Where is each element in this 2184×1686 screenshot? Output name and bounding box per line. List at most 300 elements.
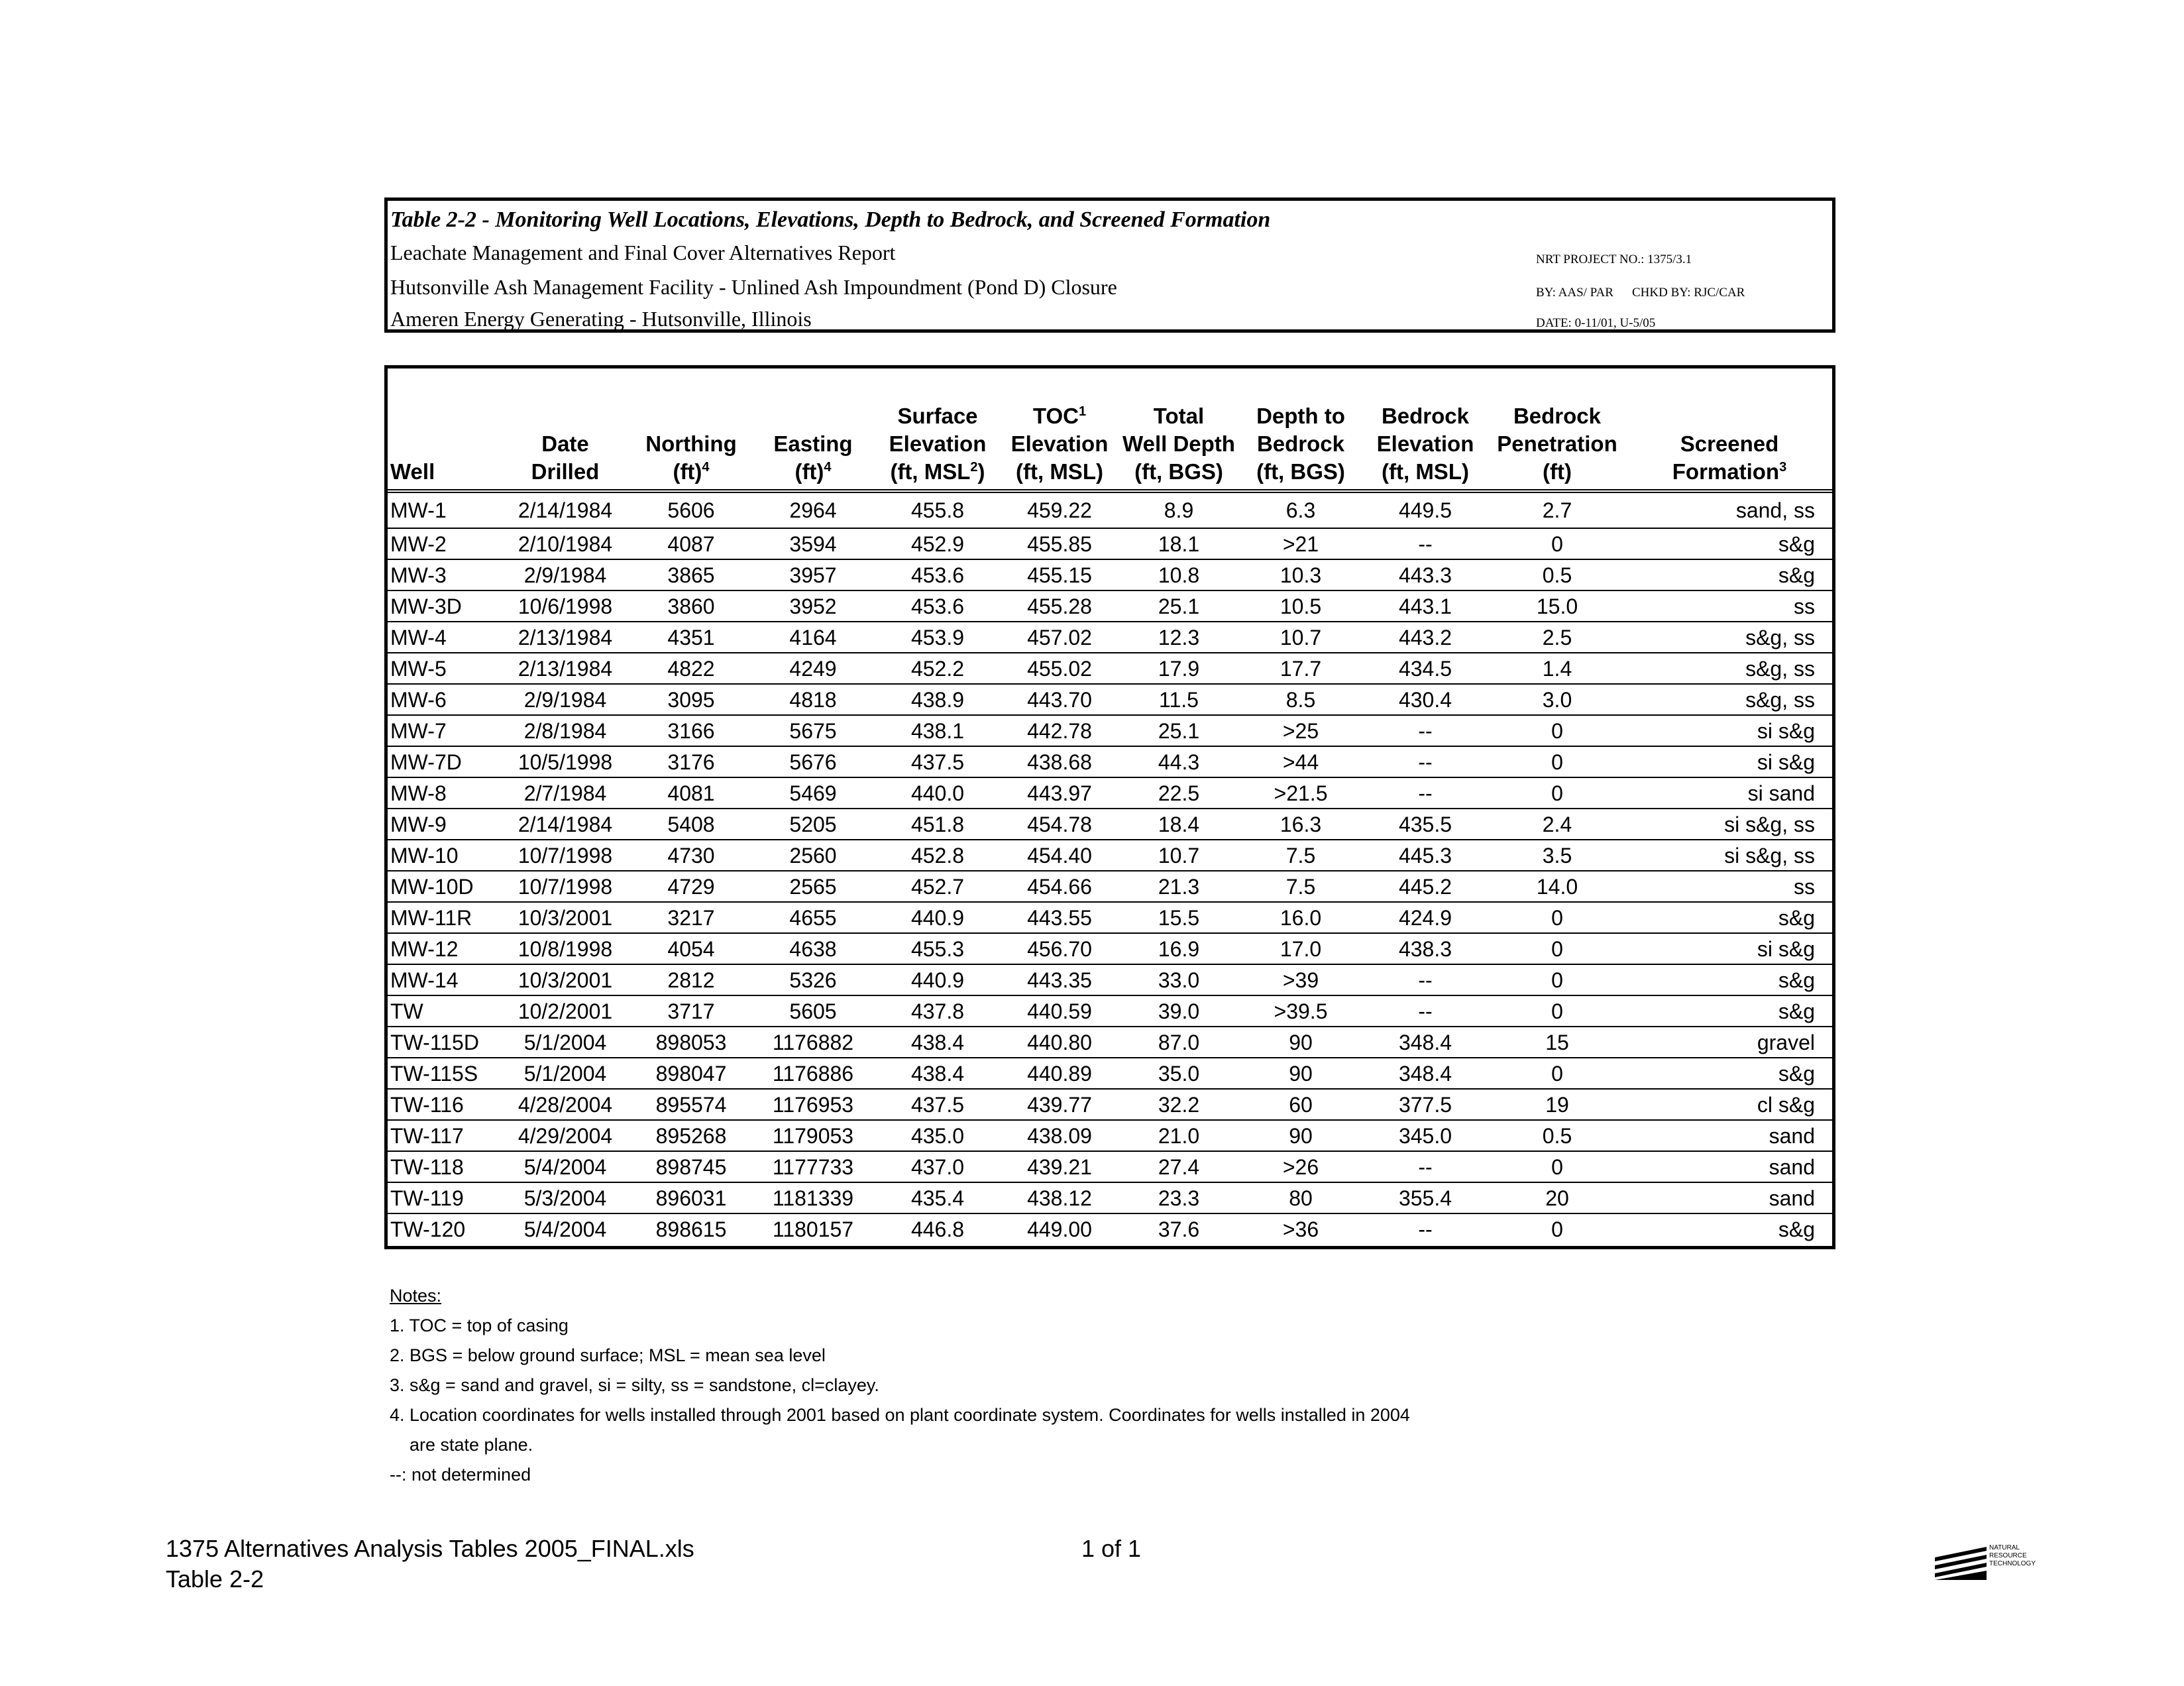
prepared-date: DATE: 0-11/01, U-5/05	[1536, 316, 1656, 330]
column-header-well	[388, 368, 499, 491]
cell-toc: 443.35	[1000, 964, 1119, 995]
header-text: (ft, MSL	[890, 459, 971, 484]
cell-northing: 5606	[631, 491, 751, 528]
report-name: Leachate Management and Final Cover Alternatives Report	[390, 241, 896, 264]
cell-easting: 5205	[751, 809, 875, 840]
cell-northing: 4351	[631, 622, 751, 653]
cell-northing: 5408	[631, 809, 751, 840]
cell-surface: 452.7	[875, 871, 1000, 902]
cell-date: 10/2/2001	[499, 995, 631, 1027]
cell-northing: 3095	[631, 684, 751, 715]
cell-bedrock-depth: >25	[1238, 715, 1363, 746]
cell-date: 10/7/1998	[499, 840, 631, 871]
cell-toc: 456.70	[1000, 933, 1119, 964]
cell-form: si sand	[1627, 777, 1832, 809]
note-item-continuation: are state plane.	[410, 1435, 533, 1455]
header-text: (ft)	[1543, 459, 1572, 484]
cell-depth: 18.4	[1119, 809, 1238, 840]
header-line	[1238, 402, 1363, 430]
header-text: Formation	[1672, 459, 1780, 484]
header-line	[875, 458, 1000, 486]
cell-well: MW-3	[388, 559, 499, 590]
header-line	[1627, 458, 1832, 486]
cell-bedrock-depth: 17.0	[1238, 933, 1363, 964]
cell-bedrock-elev: 434.5	[1363, 653, 1488, 684]
cell-surface: 452.2	[875, 653, 1000, 684]
cell-surface: 453.6	[875, 559, 1000, 590]
cell-depth: 25.1	[1119, 590, 1238, 622]
cell-surface: 440.9	[875, 902, 1000, 933]
cell-form: sand	[1627, 1151, 1832, 1182]
cell-northing: 898047	[631, 1058, 751, 1089]
cell-toc: 442.78	[1000, 715, 1119, 746]
cell-date: 5/3/2004	[499, 1182, 631, 1213]
cell-easting: 1176882	[751, 1027, 875, 1058]
cell-surface: 453.6	[875, 590, 1000, 622]
note-item: 3. s&g = sand and gravel, si = silty, ss = sandstone, cl=clayey.	[390, 1375, 879, 1395]
cell-bedrock-depth: 17.7	[1238, 653, 1363, 684]
cell-form: s&g	[1627, 559, 1832, 590]
cell-well: TW-116	[388, 1089, 499, 1120]
header-line	[1488, 458, 1627, 486]
cell-easting: 3957	[751, 559, 875, 590]
cell-bedrock-depth: 10.5	[1238, 590, 1363, 622]
cell-penetration: 0	[1488, 715, 1627, 746]
cell-penetration: 2.4	[1488, 809, 1627, 840]
cell-surface: 438.4	[875, 1058, 1000, 1089]
cell-penetration: 0.5	[1488, 559, 1627, 590]
cell-toc: 438.09	[1000, 1120, 1119, 1151]
cell-bedrock-elev: 355.4	[1363, 1182, 1488, 1213]
cell-bedrock-elev: 438.3	[1363, 933, 1488, 964]
cell-form: sand, ss	[1627, 491, 1832, 528]
cell-depth: 8.9	[1119, 491, 1238, 528]
cell-form: si s&g	[1627, 746, 1832, 777]
cell-form: s&g	[1627, 1058, 1832, 1089]
cell-bedrock-elev: 430.4	[1363, 684, 1488, 715]
cell-penetration: 0	[1488, 1058, 1627, 1089]
header-text: Bedrock	[1256, 431, 1345, 456]
table-row	[388, 684, 1832, 715]
header-line	[751, 458, 875, 486]
footnote-marker: 3	[1779, 460, 1787, 475]
cell-toc: 443.70	[1000, 684, 1119, 715]
cell-depth: 10.8	[1119, 559, 1238, 590]
header-text: Screened	[1680, 431, 1779, 456]
cell-well: MW-5	[388, 653, 499, 684]
cell-well: MW-3D	[388, 590, 499, 622]
cell-bedrock-depth: 10.7	[1238, 622, 1363, 653]
cell-easting: 4818	[751, 684, 875, 715]
cell-northing: 4087	[631, 528, 751, 559]
table-row	[388, 1182, 1832, 1213]
header-text: Elevation	[1376, 431, 1474, 456]
cell-bedrock-depth: 8.5	[1238, 684, 1363, 715]
header-text: Bedrock	[1513, 404, 1602, 428]
header-line	[1363, 458, 1488, 486]
cell-bedrock-elev: --	[1363, 964, 1488, 995]
cell-depth: 10.7	[1119, 840, 1238, 871]
header-text: (ft, MSL)	[1016, 459, 1103, 484]
cell-bedrock-elev: 443.2	[1363, 622, 1488, 653]
note-item: 1. TOC = top of casing	[390, 1316, 569, 1335]
cell-easting: 1176953	[751, 1089, 875, 1120]
cell-northing: 4081	[631, 777, 751, 809]
footer-filename: 1375 Alternatives Analysis Tables 2005_FINAL.xls	[166, 1535, 694, 1562]
column-header-bedrock-elev	[1363, 368, 1488, 491]
cell-northing: 4730	[631, 840, 751, 871]
cell-bedrock-depth: 6.3	[1238, 491, 1363, 528]
cell-bedrock-elev: 445.2	[1363, 871, 1488, 902]
header-text: (ft)	[673, 459, 702, 484]
table-row	[388, 964, 1832, 995]
cell-surface: 437.5	[875, 746, 1000, 777]
column-header-date	[499, 368, 631, 491]
cell-surface: 440.0	[875, 777, 1000, 809]
cell-penetration: 0	[1488, 746, 1627, 777]
table-row	[388, 809, 1832, 840]
header-text: Total	[1153, 404, 1205, 428]
header-text: TOC	[1032, 404, 1079, 428]
header-text: (ft, BGS)	[1134, 459, 1223, 484]
cell-well: MW-2	[388, 528, 499, 559]
cell-penetration: 2.7	[1488, 491, 1627, 528]
cell-toc: 454.78	[1000, 809, 1119, 840]
cell-northing: 898615	[655, 1217, 727, 1241]
column-header-toc	[1000, 368, 1119, 491]
cell-bedrock-elev: 348.4	[1363, 1027, 1488, 1058]
cell-form: s&g, ss	[1627, 653, 1832, 684]
cell-bedrock-elev: 424.9	[1363, 902, 1488, 933]
header-text: Elevation	[889, 431, 987, 456]
cell-northing: 3860	[631, 590, 751, 622]
header-text: (ft, BGS)	[1256, 459, 1345, 484]
cell-bedrock-elev: --	[1363, 777, 1488, 809]
cell-date: 2/13/1984	[499, 622, 631, 653]
cell-date: 2/9/1984	[499, 559, 631, 590]
table-row	[388, 1213, 1832, 1244]
cell-depth: 11.5	[1119, 684, 1238, 715]
header-line	[499, 430, 631, 458]
cell-bedrock-depth: 10.3	[1238, 559, 1363, 590]
header-text: Northing	[645, 431, 737, 456]
header-text: Well	[390, 459, 435, 484]
cell-northing: 898053	[631, 1027, 751, 1058]
cell-penetration: 0	[1488, 1151, 1627, 1182]
cell-bedrock-depth: >26	[1238, 1151, 1363, 1182]
table-row	[388, 622, 1832, 653]
cell-bedrock-depth: 16.3	[1238, 809, 1363, 840]
header-line	[1119, 402, 1238, 430]
column-header-form	[1627, 368, 1832, 491]
cell-northing: 4822	[631, 653, 751, 684]
cell-bedrock-elev: --	[1363, 995, 1488, 1027]
cell-penetration: 0	[1488, 902, 1627, 933]
cell-easting: 5605	[751, 995, 875, 1027]
cell-well: TW-115S	[388, 1058, 499, 1089]
cell-depth: 32.2	[1119, 1089, 1238, 1120]
cell-surface: 435.0	[875, 1120, 1000, 1151]
cell-well: MW-14	[388, 964, 499, 995]
cell-form: s&g	[1627, 995, 1832, 1027]
cell-bedrock-depth: >39.5	[1238, 995, 1363, 1027]
cell-surface: 452.9	[875, 528, 1000, 559]
report-header	[384, 197, 1835, 333]
header-text: Well Depth	[1122, 431, 1235, 456]
table-row	[388, 746, 1832, 777]
cell-depth: 27.4	[1119, 1151, 1238, 1182]
cell-date: 2/7/1984	[499, 777, 631, 809]
footnote-marker: 2	[970, 460, 978, 475]
cell-easting: 5675	[751, 715, 875, 746]
cell-surface: 438.1	[875, 715, 1000, 746]
cell-toc: 439.21	[1000, 1151, 1119, 1182]
cell-bedrock-depth: >44	[1238, 746, 1363, 777]
cell-surface: 455.8	[875, 491, 1000, 528]
cell-surface: 440.9	[875, 964, 1000, 995]
cell-form: ss	[1627, 871, 1832, 902]
cell-well: MW-9	[388, 809, 499, 840]
header-line	[390, 458, 499, 486]
cell-toc: 440.80	[1000, 1027, 1119, 1058]
well-table-container	[384, 365, 1835, 1249]
logo-word: NATURAL	[1989, 1544, 2020, 1551]
cell-easting: 4638	[751, 933, 875, 964]
table-row	[388, 590, 1832, 622]
column-header-depth	[1119, 368, 1238, 491]
cell-easting: 1176886	[751, 1058, 875, 1089]
cell-date: 10/3/2001	[499, 902, 631, 933]
cell-bedrock-depth: >21.5	[1238, 777, 1363, 809]
cell-penetration: 0	[1551, 1217, 1563, 1241]
cell-form: si s&g	[1627, 933, 1832, 964]
header-text: (ft)	[794, 459, 824, 484]
cell-surface: 435.4	[875, 1182, 1000, 1213]
table-row	[388, 559, 1832, 590]
table-row	[388, 933, 1832, 964]
cell-bedrock-depth: 90	[1238, 1120, 1363, 1151]
cell-penetration: 20	[1488, 1182, 1627, 1213]
header-line	[1488, 402, 1627, 430]
cell-northing: 896031	[631, 1182, 751, 1213]
cell-penetration: 2.5	[1488, 622, 1627, 653]
cell-well: TW-119	[388, 1182, 499, 1213]
cell-depth: 37.6	[1158, 1217, 1200, 1241]
cell-easting: 3594	[751, 528, 875, 559]
header-text: Elevation	[1010, 431, 1109, 456]
table-row	[388, 777, 1832, 809]
table-row	[388, 995, 1832, 1027]
cell-depth: 16.9	[1119, 933, 1238, 964]
cell-well: MW-11R	[388, 902, 499, 933]
cell-surface: 437.0	[875, 1151, 1000, 1182]
cell-well: MW-12	[388, 933, 499, 964]
cell-date: 2/8/1984	[499, 715, 631, 746]
cell-penetration: 0	[1488, 528, 1627, 559]
cell-penetration: 0.5	[1488, 1120, 1627, 1151]
cell-penetration: 0	[1488, 995, 1627, 1027]
cell-toc: 457.02	[1000, 622, 1119, 653]
cell-bedrock-elev: --	[1363, 746, 1488, 777]
cell-northing: 898745	[631, 1151, 751, 1182]
cell-easting: 4164	[751, 622, 875, 653]
cell-date: 4/29/2004	[499, 1120, 631, 1151]
footer-sheet-name: Table 2-2	[166, 1565, 264, 1593]
header-line	[1363, 430, 1488, 458]
cell-toc: 438.68	[1000, 746, 1119, 777]
cell-surface: 437.8	[875, 995, 1000, 1027]
cell-well: MW-7	[388, 715, 499, 746]
project-number: NRT PROJECT NO.: 1375/3.1	[1536, 253, 1692, 266]
header-line	[875, 402, 1000, 430]
cell-bedrock-elev: 443.1	[1363, 590, 1488, 622]
cell-form: gravel	[1627, 1027, 1832, 1058]
cell-northing: 4054	[631, 933, 751, 964]
cell-penetration: 19	[1488, 1089, 1627, 1120]
header-line	[1119, 458, 1238, 486]
header-line	[1119, 430, 1238, 458]
header-line	[1238, 458, 1363, 486]
cell-bedrock-elev: 345.0	[1363, 1120, 1488, 1151]
cell-depth: 12.3	[1119, 622, 1238, 653]
cell-northing: 895574	[631, 1089, 751, 1120]
cell-form: s&g	[1627, 528, 1832, 559]
cell-northing: 3176	[631, 746, 751, 777]
cell-surface: 438.9	[875, 684, 1000, 715]
cell-surface: 446.8	[910, 1217, 965, 1241]
cell-toc: 438.12	[1000, 1182, 1119, 1213]
cell-date: 10/8/1998	[499, 933, 631, 964]
cell-form: s&g	[1778, 1217, 1815, 1241]
cell-easting: 1177733	[751, 1151, 875, 1182]
cell-easting: 3952	[751, 590, 875, 622]
cell-easting: 2964	[751, 491, 875, 528]
cell-toc: 440.89	[1000, 1058, 1119, 1089]
cell-bedrock-depth: >39	[1238, 964, 1363, 995]
cell-surface: 455.3	[875, 933, 1000, 964]
cell-depth: 87.0	[1119, 1027, 1238, 1058]
column-header-surface	[875, 368, 1000, 491]
well-table	[388, 368, 1832, 1244]
header-text: Penetration	[1497, 431, 1617, 456]
cell-date: 5/1/2004	[499, 1027, 631, 1058]
header-text: Easting	[773, 431, 853, 456]
table-row	[388, 1151, 1832, 1182]
table-row	[388, 491, 1832, 528]
logo-word: RESOURCE	[1989, 1552, 2027, 1559]
cell-bedrock-depth: 7.5	[1238, 871, 1363, 902]
cell-easting: 1179053	[751, 1120, 875, 1151]
header-line	[631, 430, 751, 458]
footnote-marker: 4	[702, 460, 710, 475]
cell-toc: 449.00	[1027, 1217, 1092, 1241]
cell-date: 10/5/1998	[499, 746, 631, 777]
cell-form: si s&g	[1627, 715, 1832, 746]
cell-penetration: 15	[1488, 1027, 1627, 1058]
cell-bedrock-depth: 60	[1238, 1089, 1363, 1120]
header-line	[1627, 430, 1832, 458]
checked-by: CHKD BY: RJC/CAR	[1632, 286, 1745, 300]
cell-penetration: 14.0	[1488, 871, 1627, 902]
cell-bedrock-depth: 90	[1238, 1058, 1363, 1089]
header-line	[751, 430, 875, 458]
cell-northing: 3865	[631, 559, 751, 590]
column-header-bedrock-depth	[1238, 368, 1363, 491]
header-line	[631, 458, 751, 486]
table-row	[388, 528, 1832, 559]
cell-bedrock-elev: 443.3	[1363, 559, 1488, 590]
cell-form: s&g	[1627, 902, 1832, 933]
cell-surface: 451.8	[875, 809, 1000, 840]
cell-well: TW-117	[388, 1120, 499, 1151]
header-text: Date	[541, 431, 589, 456]
cell-northing: 3166	[631, 715, 751, 746]
cell-bedrock-depth: 90	[1238, 1027, 1363, 1058]
company-logo-text	[1989, 1544, 2036, 1568]
cell-well: TW-118	[388, 1151, 499, 1182]
cell-bedrock-elev: 435.5	[1363, 809, 1488, 840]
cell-date: 2/14/1984	[499, 491, 631, 528]
cell-depth: 25.1	[1119, 715, 1238, 746]
table-row	[388, 871, 1832, 902]
cell-date: 2/9/1984	[499, 684, 631, 715]
cell-northing: 4729	[631, 871, 751, 902]
cell-toc: 455.02	[1000, 653, 1119, 684]
table-body	[388, 491, 1832, 1244]
cell-bedrock-elev: --	[1363, 528, 1488, 559]
cell-penetration: 3.5	[1488, 840, 1627, 871]
cell-toc: 454.66	[1000, 871, 1119, 902]
cell-depth: 35.0	[1119, 1058, 1238, 1089]
header-line	[1238, 430, 1363, 458]
cell-easting: 4249	[751, 653, 875, 684]
cell-easting: 4655	[751, 902, 875, 933]
cell-surface: 453.9	[875, 622, 1000, 653]
cell-date: 10/7/1998	[499, 871, 631, 902]
cell-surface: 437.5	[875, 1089, 1000, 1120]
logo-word: TECHNOLOGY	[1989, 1560, 2036, 1567]
cell-bedrock-elev: 449.5	[1363, 491, 1488, 528]
cell-penetration: 15.0	[1488, 590, 1627, 622]
cell-date: 2/14/1984	[499, 809, 631, 840]
cell-easting: 2560	[751, 840, 875, 871]
cell-depth: 21.0	[1119, 1120, 1238, 1151]
cell-toc: 455.28	[1000, 590, 1119, 622]
table-row	[388, 1120, 1832, 1151]
cell-form: s&g	[1627, 964, 1832, 995]
cell-bedrock-elev: --	[1418, 1217, 1433, 1241]
cell-well: MW-7D	[388, 746, 499, 777]
cell-penetration: 0	[1488, 964, 1627, 995]
cell-depth: 44.3	[1119, 746, 1238, 777]
footnote-marker: 1	[1078, 404, 1087, 419]
cell-toc: 443.55	[1000, 902, 1119, 933]
cell-date: 5/4/2004	[523, 1217, 607, 1241]
cell-bedrock-elev: --	[1363, 1151, 1488, 1182]
cell-depth: 23.3	[1119, 1182, 1238, 1213]
cell-penetration: 0	[1488, 777, 1627, 809]
note-item: 4. Location coordinates for wells installed through 2001 based on plant coordinate system. Coordinates for wells installed in 2004	[390, 1405, 1410, 1425]
cell-form: si s&g, ss	[1627, 809, 1832, 840]
table-row	[388, 1058, 1832, 1089]
cell-northing: 895268	[631, 1120, 751, 1151]
table-row	[388, 1089, 1832, 1120]
cell-form: s&g, ss	[1627, 684, 1832, 715]
cell-depth: 15.5	[1119, 902, 1238, 933]
cell-surface: 438.4	[875, 1027, 1000, 1058]
cell-toc: 443.97	[1000, 777, 1119, 809]
header-text: (ft, MSL)	[1382, 459, 1469, 484]
